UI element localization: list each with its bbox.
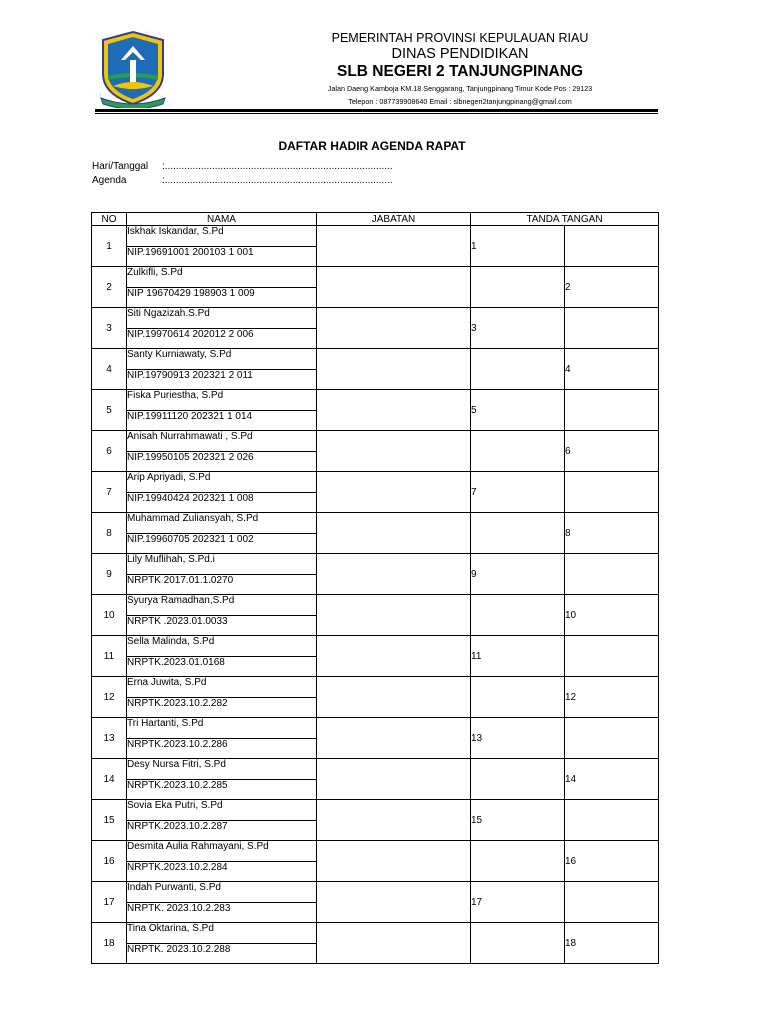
header-department-line: DINAS PENDIDIKAN [391,46,529,62]
member-name: Muhammad Zuliansyah, S.Pd [127,513,317,534]
column-header-no: NO [92,213,127,226]
member-id-number: NIP.19940424 202321 1 008 [127,492,317,513]
member-id-number: NIP.19691001 200103 1 001 [127,246,317,267]
member-name: Sella Malinda, S.Pd [127,636,317,657]
row-number: 1 [92,226,127,267]
row-number: 6 [92,431,127,472]
signature-cell-numbered: 13 [471,718,565,759]
member-name: Arip Apriyadi, S.Pd [127,472,317,493]
member-name: Tri Hartanti, S.Pd [127,718,317,739]
member-id-number: NRPTK.2023.10.2.286 [127,738,317,759]
table-row [92,841,659,862]
signature-cell-numbered: 5 [471,390,565,431]
signature-cell [565,226,659,267]
signature-cell-numbered: 15 [471,800,565,841]
row-number: 18 [92,923,127,964]
row-number: 9 [92,554,127,595]
row-number: 13 [92,718,127,759]
table-row [92,554,659,575]
member-id-number: NIP.19950105 202321 2 026 [127,451,317,472]
row-number: 15 [92,800,127,841]
signature-cell [471,923,565,964]
position-cell [317,554,471,595]
member-id-number: NIP 19670429 198903 1 009 [127,287,317,308]
signature-cell-numbered: 16 [565,841,659,882]
table-row [92,472,659,493]
header-address: Jalan Daeng Kamboja KM.18 Senggarang, Tanjungpinang Timur Kode Pos : 29123 [327,84,593,93]
member-name: Fiska Puriestha, S.Pd [127,390,317,411]
row-number: 12 [92,677,127,718]
signature-cell [471,349,565,390]
member-id-number: NRPTK. 2023.10.2.283 [127,902,317,923]
member-name: Santy Kurniawaty, S.Pd [127,349,317,370]
member-id-number: NIP.19790913 202321 2 011 [127,369,317,390]
table-row [92,595,659,616]
signature-cell [565,636,659,677]
member-name: Iskhak Iskandar, S.Pd [127,226,317,247]
table-row [92,882,659,903]
attendance-table [91,212,659,964]
signature-cell-numbered: 18 [565,923,659,964]
member-name: Desy Nursa Fitri, S.Pd [127,759,317,780]
signature-cell [471,513,565,554]
signature-cell-numbered: 3 [471,308,565,349]
signature-cell [565,390,659,431]
table-row [92,677,659,698]
position-cell [317,513,471,554]
member-name: Anisah Nurrahmawati , S.Pd [127,431,317,452]
table-row [92,308,659,329]
signature-cell-numbered: 12 [565,677,659,718]
member-id-number: NRPTK. 2023.10.2.288 [127,943,317,964]
signature-cell [471,267,565,308]
signature-cell [471,677,565,718]
signature-cell [471,595,565,636]
member-name: Indah Purwanti, S.Pd [127,882,317,903]
header-government-line: PEMERINTAH PROVINSI KEPULAUAN RIAU [331,31,589,45]
member-id-number: NRPTK.2023.10.2.287 [127,820,317,841]
member-id-number: NRPTK.2023.01.0168 [127,656,317,677]
field-date-label: Hari/Tanggal [92,161,149,172]
member-name: Sovia Eka Putri, S.Pd [127,800,317,821]
row-number: 4 [92,349,127,390]
header-school-name: SLB NEGERI 2 TANJUNGPINANG [336,63,584,80]
position-cell [317,390,471,431]
signature-cell-numbered: 2 [565,267,659,308]
member-name: Tina Oktarina, S.Pd [127,923,317,944]
header-contact: Telepon : 087739908640 Email : slbnegeri2tanjungpinang@gmail.com [348,97,572,106]
signature-cell-numbered: 7 [471,472,565,513]
signature-cell [471,431,565,472]
signature-cell [565,308,659,349]
row-number: 11 [92,636,127,677]
member-id-number: NRPTK.2023.10.2.285 [127,779,317,800]
signature-cell [565,800,659,841]
row-number: 16 [92,841,127,882]
table-row [92,718,659,739]
position-cell [317,349,471,390]
document-title: DAFTAR HADIR AGENDA RAPAT [278,139,466,153]
signature-cell-numbered: 4 [565,349,659,390]
member-name: Desmita Aulia Rahmayani, S.Pd [127,841,317,862]
signature-cell [565,472,659,513]
signature-cell-numbered: 1 [471,226,565,267]
row-number: 5 [92,390,127,431]
signature-cell-numbered: 17 [471,882,565,923]
signature-cell [471,759,565,800]
member-id-number: NIP.19960705 202321 1 002 [127,533,317,554]
row-number: 14 [92,759,127,800]
member-id-number: NIP.19911120 202321 1 014 [127,410,317,431]
position-cell [317,882,471,923]
provincial-crest-logo [97,30,169,108]
position-cell [317,226,471,267]
member-name: Zulkifli, S.Pd [127,267,317,288]
signature-cell-numbered: 10 [565,595,659,636]
member-id-number: NRPTK .2023.01.0033 [127,615,317,636]
field-agenda [92,175,393,186]
row-number: 2 [92,267,127,308]
table-row [92,513,659,534]
row-number: 10 [92,595,127,636]
member-id-number: NRPTK.2023.10.2.282 [127,697,317,718]
signature-cell-numbered: 14 [565,759,659,800]
signature-cell-numbered: 8 [565,513,659,554]
header-rule-thick [95,109,658,112]
position-cell [317,431,471,472]
table-row [92,759,659,780]
signature-cell-numbered: 9 [471,554,565,595]
position-cell [317,595,471,636]
row-number: 3 [92,308,127,349]
position-cell [317,841,471,882]
member-name: Lily Muflihah, S.Pd.i [127,554,317,575]
member-name: Erna Juwita, S.Pd [127,677,317,698]
field-date-value: :.................................................................................. [162,161,393,172]
member-id-number: NIP.19970614 202012 2 006 [127,328,317,349]
member-id-number: NRPTK.2023.10.2.284 [127,861,317,882]
position-cell [317,923,471,964]
column-header-jabatan: JABATAN [317,213,471,226]
signature-cell [565,718,659,759]
member-id-number: NRPTK 2017.01.1.0270 [127,574,317,595]
row-number: 8 [92,513,127,554]
position-cell [317,308,471,349]
field-date [92,161,393,172]
signature-cell [565,882,659,923]
column-header-nama: NAMA [127,213,317,226]
position-cell [317,718,471,759]
signature-cell [471,841,565,882]
field-agenda-label: Agenda [92,175,127,186]
table-row [92,267,659,288]
position-cell [317,677,471,718]
table-row [92,800,659,821]
table-row [92,431,659,452]
position-cell [317,472,471,513]
signature-cell-numbered: 11 [471,636,565,677]
column-header-tanda-tangan: TANDA TANGAN [471,213,659,226]
table-row [92,226,659,247]
signature-cell-numbered: 6 [565,431,659,472]
row-number: 17 [92,882,127,923]
row-number: 7 [92,472,127,513]
table-row [92,923,659,944]
member-name: Siti Ngazizah.S.Pd [127,308,317,329]
table-row [92,636,659,657]
position-cell [317,800,471,841]
field-agenda-value: :.................................................................................. [162,175,393,186]
table-row [92,349,659,370]
table-header-row [92,213,659,226]
position-cell [317,267,471,308]
header-rule-thin [95,113,658,114]
table-row [92,390,659,411]
signature-cell [565,554,659,595]
position-cell [317,759,471,800]
position-cell [317,636,471,677]
member-name: Syurya Ramadhan,S.Pd [127,595,317,616]
